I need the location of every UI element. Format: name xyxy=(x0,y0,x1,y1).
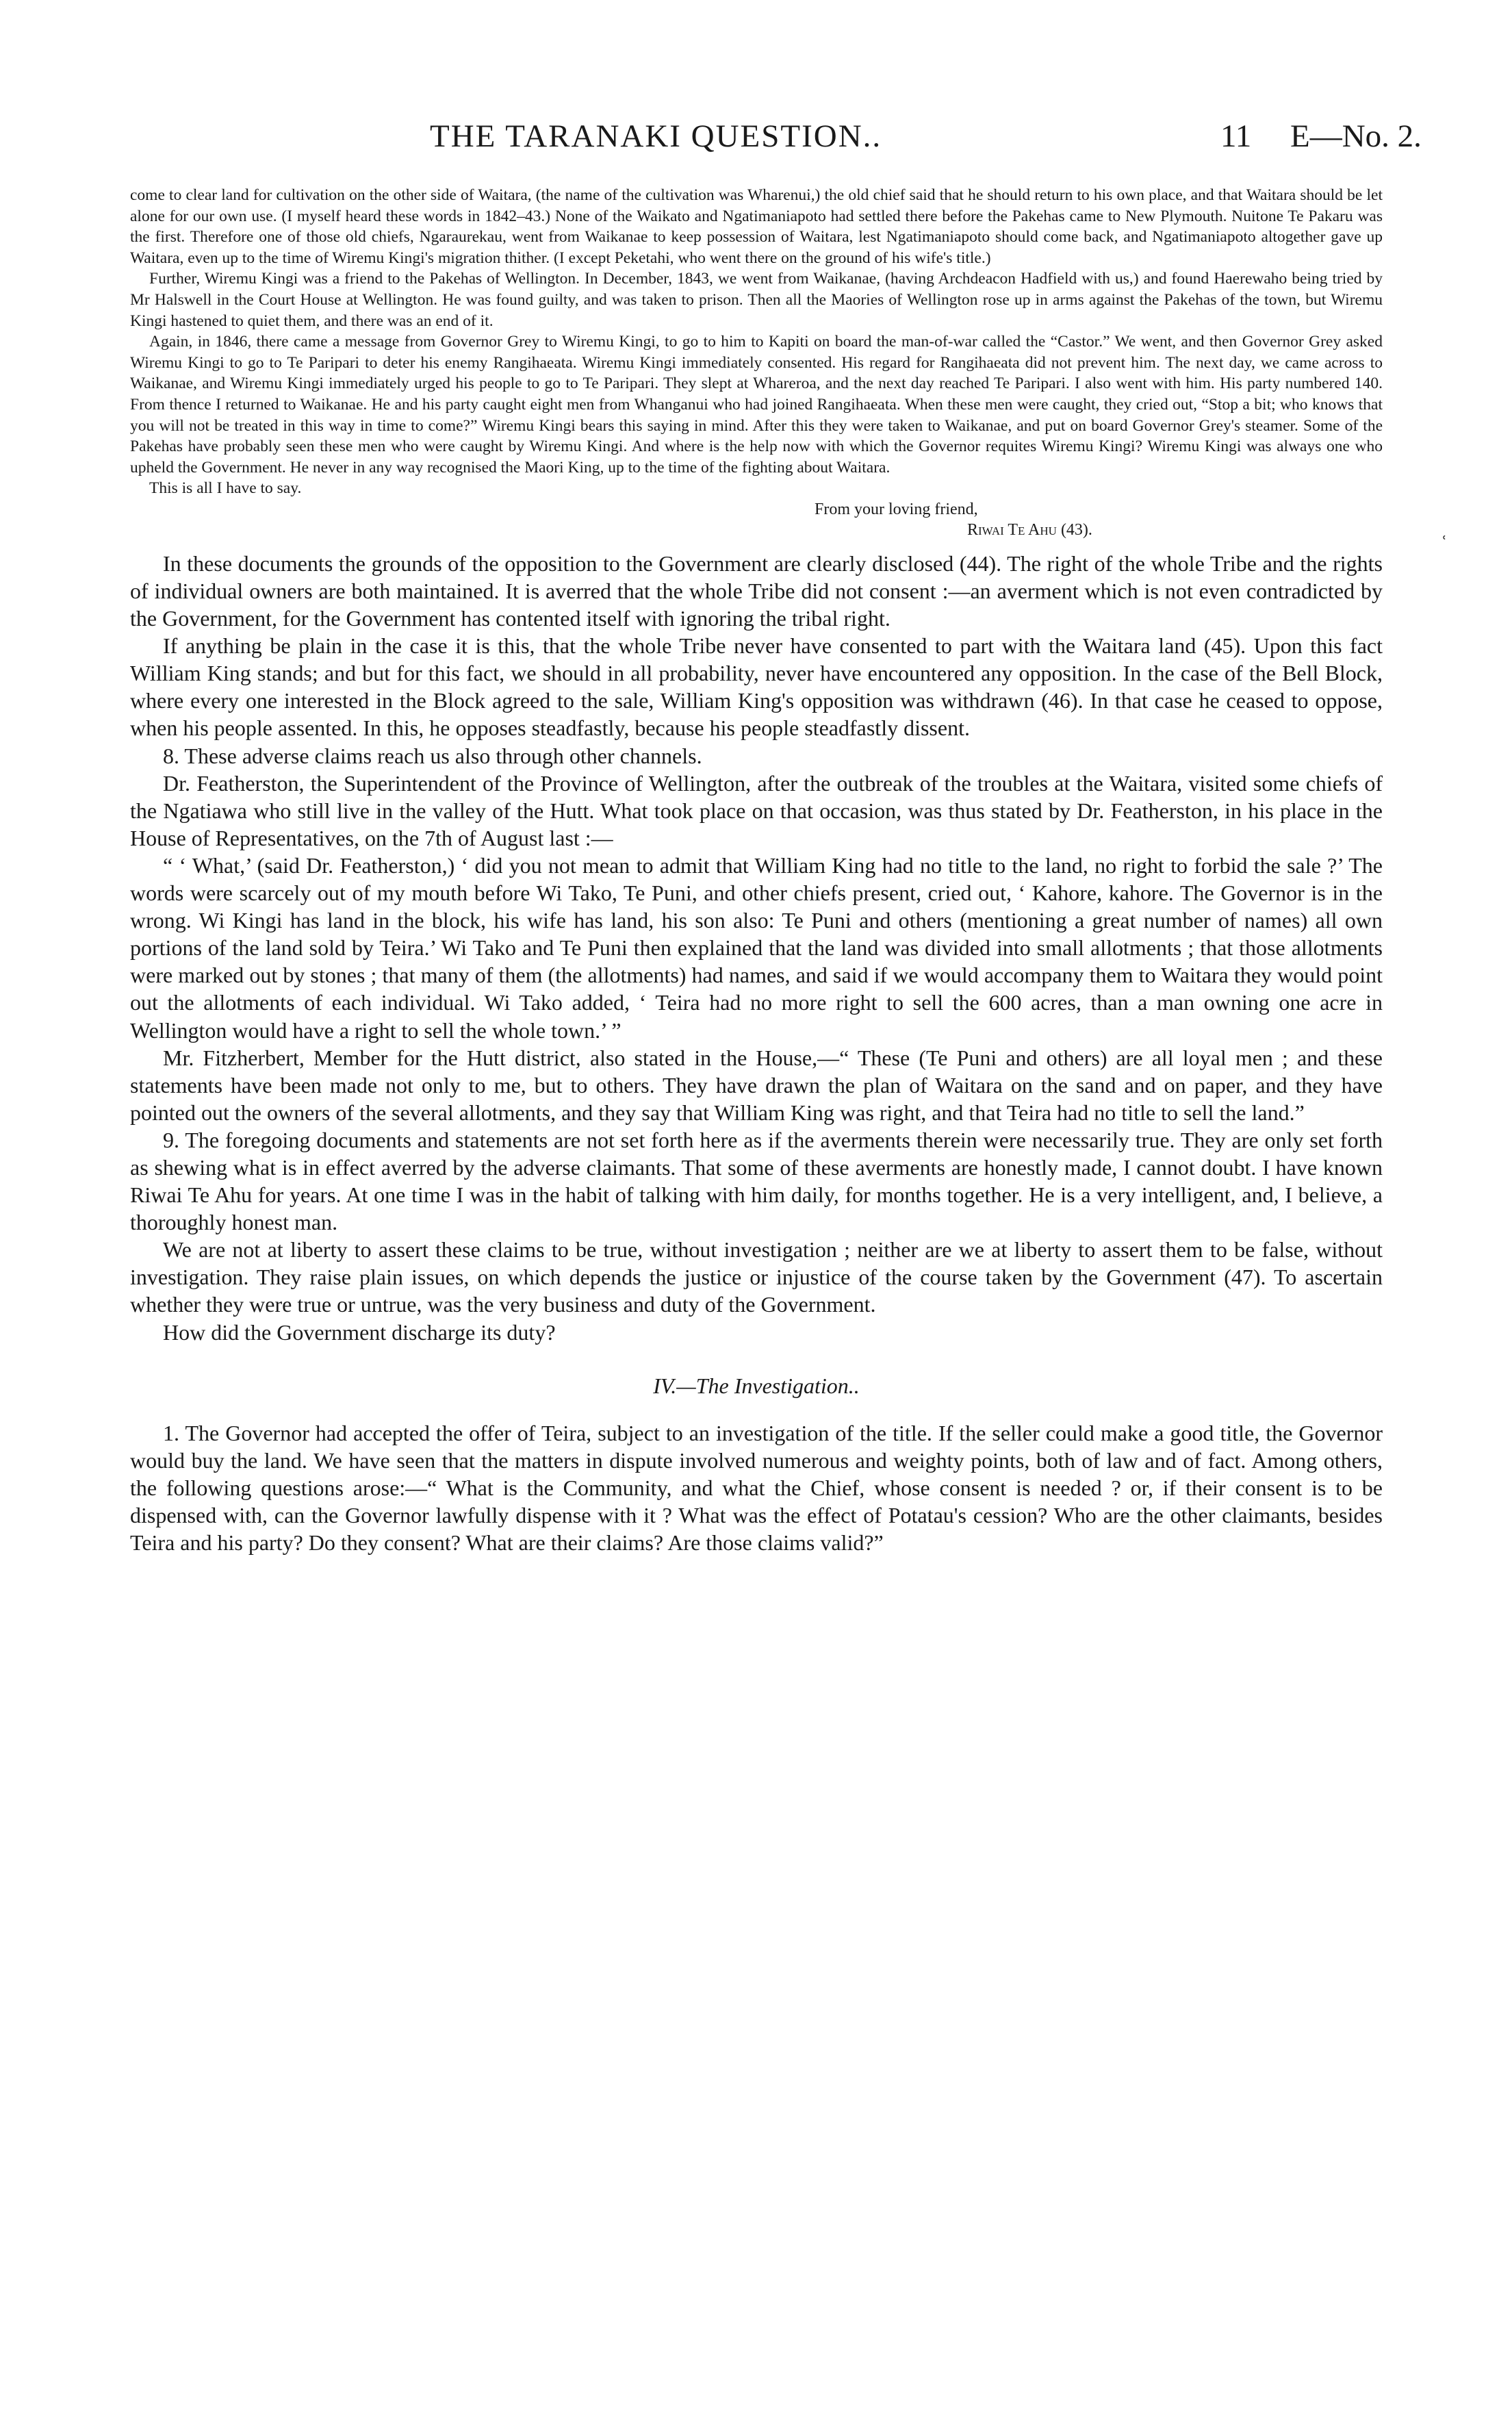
letter-closing: From your loving friend, xyxy=(815,500,978,518)
header-title: THE TARANAKI QUESTION.. xyxy=(430,118,882,154)
body-paragraph: In these documents the grounds of the opposition to the Government are clearly disclosed (44). The right of the whole Tribe and the rights of individual owners are both maintained. It is averred that the whole Tribe did not consent :—an averment which is not even contradicted by the Government, for the Government has contented itself with ignoring the tribal right. xyxy=(130,550,1383,631)
body-paragraph: If anything be plain in the case it is this, that the whole Tribe never have consented to part with the Waitara land (45). Upon this fact William King stands; and but for this fact, we should in all probability, never have encountered any opposition. In the case of the Bell Block, where every one interested in the Block agreed to the sale, William King's opposition was withdrawn (46). In that case he ceased to oppose, when his people assented. In this, he opposes steadfastly, because his people steadfastly dissent. xyxy=(130,633,1383,741)
page-content xyxy=(130,185,1383,1556)
featherston-quote: “ ‘ What,’ (said Dr. Featherston,) ‘ did you not mean to admit that William King had no title to the land, no right to forbid the sale ?’ The words were scarcely out of my mouth before Wi Tako, Te Puni, and other chiefs present, cried out, ‘ Kahore, kahore. The Governor is in the wrong. Wi Kingi has land in the block, his wife has land, his son also: Te Puni and others (mentioning a great number of names) all own portions of the land sold by Teira.’ Wi Tako and Te Puni then explained that the land was divided into small allotments ; that those allotments were marked out by stones ; that many of them (the allotments) had names, and said if we would accompany them to Waitara they would point out the allotments of each individual. Wi Tako added, ‘ Teira had no more right to sell the 600 acres, than a man owning one acre in Wellington would have a right to sell the whole town.’ ” xyxy=(130,852,1383,1043)
body-paragraph: 1. The Governor had accepted the offer of Teira, subject to an investigation of the title. If the seller could make a good title, the Governor would buy the land. We have seen that the matters in dispute involved numerous and weighty points, both of law and of fact. Among others, the following questions arose:—“ What is the Community, and what the Chief, whose consent is needed ? or, if their consent is to be dispensed with, can the Governor lawfully dispense with it ? What was the effect of Potatau's cession? Who are the other claimants, besides Teira and his party? Do they consent? What are their claims? Are those claims valid?” xyxy=(130,1420,1383,1555)
body-paragraph: Mr. Fitzherbert, Member for the Hutt district, also stated in the House,—“ These (Te Puni and others) are all loyal men ; and these statements have been made not only to me, but to others. They have drawn the plan of Waitara on the sand and on paper, and they have pointed out the owners of the several allotments, and they say that William King was right, and that Teira had no title to sell the land.” xyxy=(130,1045,1383,1125)
margin-mark: ʿ xyxy=(1442,534,1447,551)
body-paragraph: We are not at liberty to assert these claims to be true, without investigation ; neither are we at liberty to assert them to be false, without investigation. They raise plain issues, on which depends the justice or injustice of the course taken by the Government (47). To ascertain whether they were true or untrue, was the very business and duty of the Government. xyxy=(130,1237,1383,1317)
document-reference: E—No. 2. xyxy=(1290,118,1422,154)
quoted-letter xyxy=(130,185,1383,540)
page-number: 11 xyxy=(1220,118,1252,154)
letter-signoff xyxy=(130,499,1383,540)
main-text xyxy=(130,550,1383,1556)
body-paragraph: 8. These adverse claims reach us also through other channels. xyxy=(163,743,702,768)
running-header xyxy=(0,118,1512,159)
letter-paragraph: Further, Wiremu Kingi was a friend to the Pakehas of Wellington. In December, 1843, we went from Waikanae, (having Archdeacon Hadfield with us,) and found Haerewaho being tried by Mr Halswell in the Court House at Wellington. He was found guilty, and was taken to prison. Then all the Maories of Wellington rose up in arms against the Pakehas of the town, but Wiremu Kingi hastened to quiet them, and there was an end of it. xyxy=(130,270,1383,330)
letter-paragraph: Again, in 1846, there came a message from Governor Grey to Wiremu Kingi, to go to him to Kapiti on board the man-of-war called the “Castor.” We went, and then Governor Grey asked Wiremu Kingi to go to Te Paripari to deter his enemy Rangihaeata. Wiremu Kingi immediately consented. His regard for Rangihaeata did not prevent him. The next day, we came across to Waikanae, and Wiremu Kingi immediately urged his people to go to Te Paripari. They slept at Whareroa, and the next day reached Te Paripari. I also went with him. His party numbered 140. From thence I returned to Waikanae. He and his party caught eight men from Whanganui who had joined Rangihaeata. When these men were caught, they cried out, “Stop a bit; who knows that you will not be treated in this way in time to come?” Wiremu Kingi bears this saying in mind. After this they were taken to Waikanae, and put on board Governor Grey's steamer. Some of the Pakehas have probably seen these men who were caught by Wiremu Kingi. And where is the help now with which the Governor requites Wiremu Kingi? Wiremu Kingi was always one who upheld the Government. He never in any way recognised the Maori King, up to the time of the fighting about Waitara. xyxy=(130,333,1383,477)
letter-signature: Riwai Te Ahu (43). xyxy=(967,520,1092,539)
section-heading: IV.—The Investigation.. xyxy=(653,1373,860,1398)
letter-paragraph: come to clear land for cultivation on the other side of Waitara, (the name of the cultivation was Wharenui,) the old chief said that he should return to his own place, and that Waitara should be let alone for our own use. (I myself heard these words in 1842–43.) None of the Waikato and Ngatimaniapoto had settled there before the Pakehas came to New Plymouth. Nuitone Te Pakaru was the first. Therefore one of those old chiefs, Ngaraurekau, went from Waikanae to keep possession of Waitara, lest Ngatimaniapoto should come back, and Ngatimaniapoto altogether gave up Waitara, even up to the time of Wiremu Kingi's migration thither. (I except Peketahi, who went there on the ground of his wife's title.) xyxy=(130,186,1383,267)
body-paragraph: Dr. Featherston, the Superintendent of the Province of Wellington, after the outbreak of the troubles at the Waitara, visited some chiefs of the Ngatiawa who still live in the valley of the Hutt. What took place on that occasion, was thus stated by Dr. Featherston, in his place in the House of Representatives, on the 7th of August last :— xyxy=(130,770,1383,850)
body-paragraph: How did the Government discharge its duty? xyxy=(163,1319,556,1345)
body-paragraph: 9. The foregoing documents and statements are not set forth here as if the averments therein were necessarily true. They are only set forth as shewing what is in effect averred by the adverse claimants. That some of these averments are honestly made, I cannot doubt. I have known Riwai Te Ahu for years. At one time I was in the habit of talking with him daily, for months together. He is a very intelligent, and, I believe, a thoroughly honest man. xyxy=(130,1127,1383,1235)
letter-paragraph: This is all I have to say. xyxy=(149,479,302,498)
